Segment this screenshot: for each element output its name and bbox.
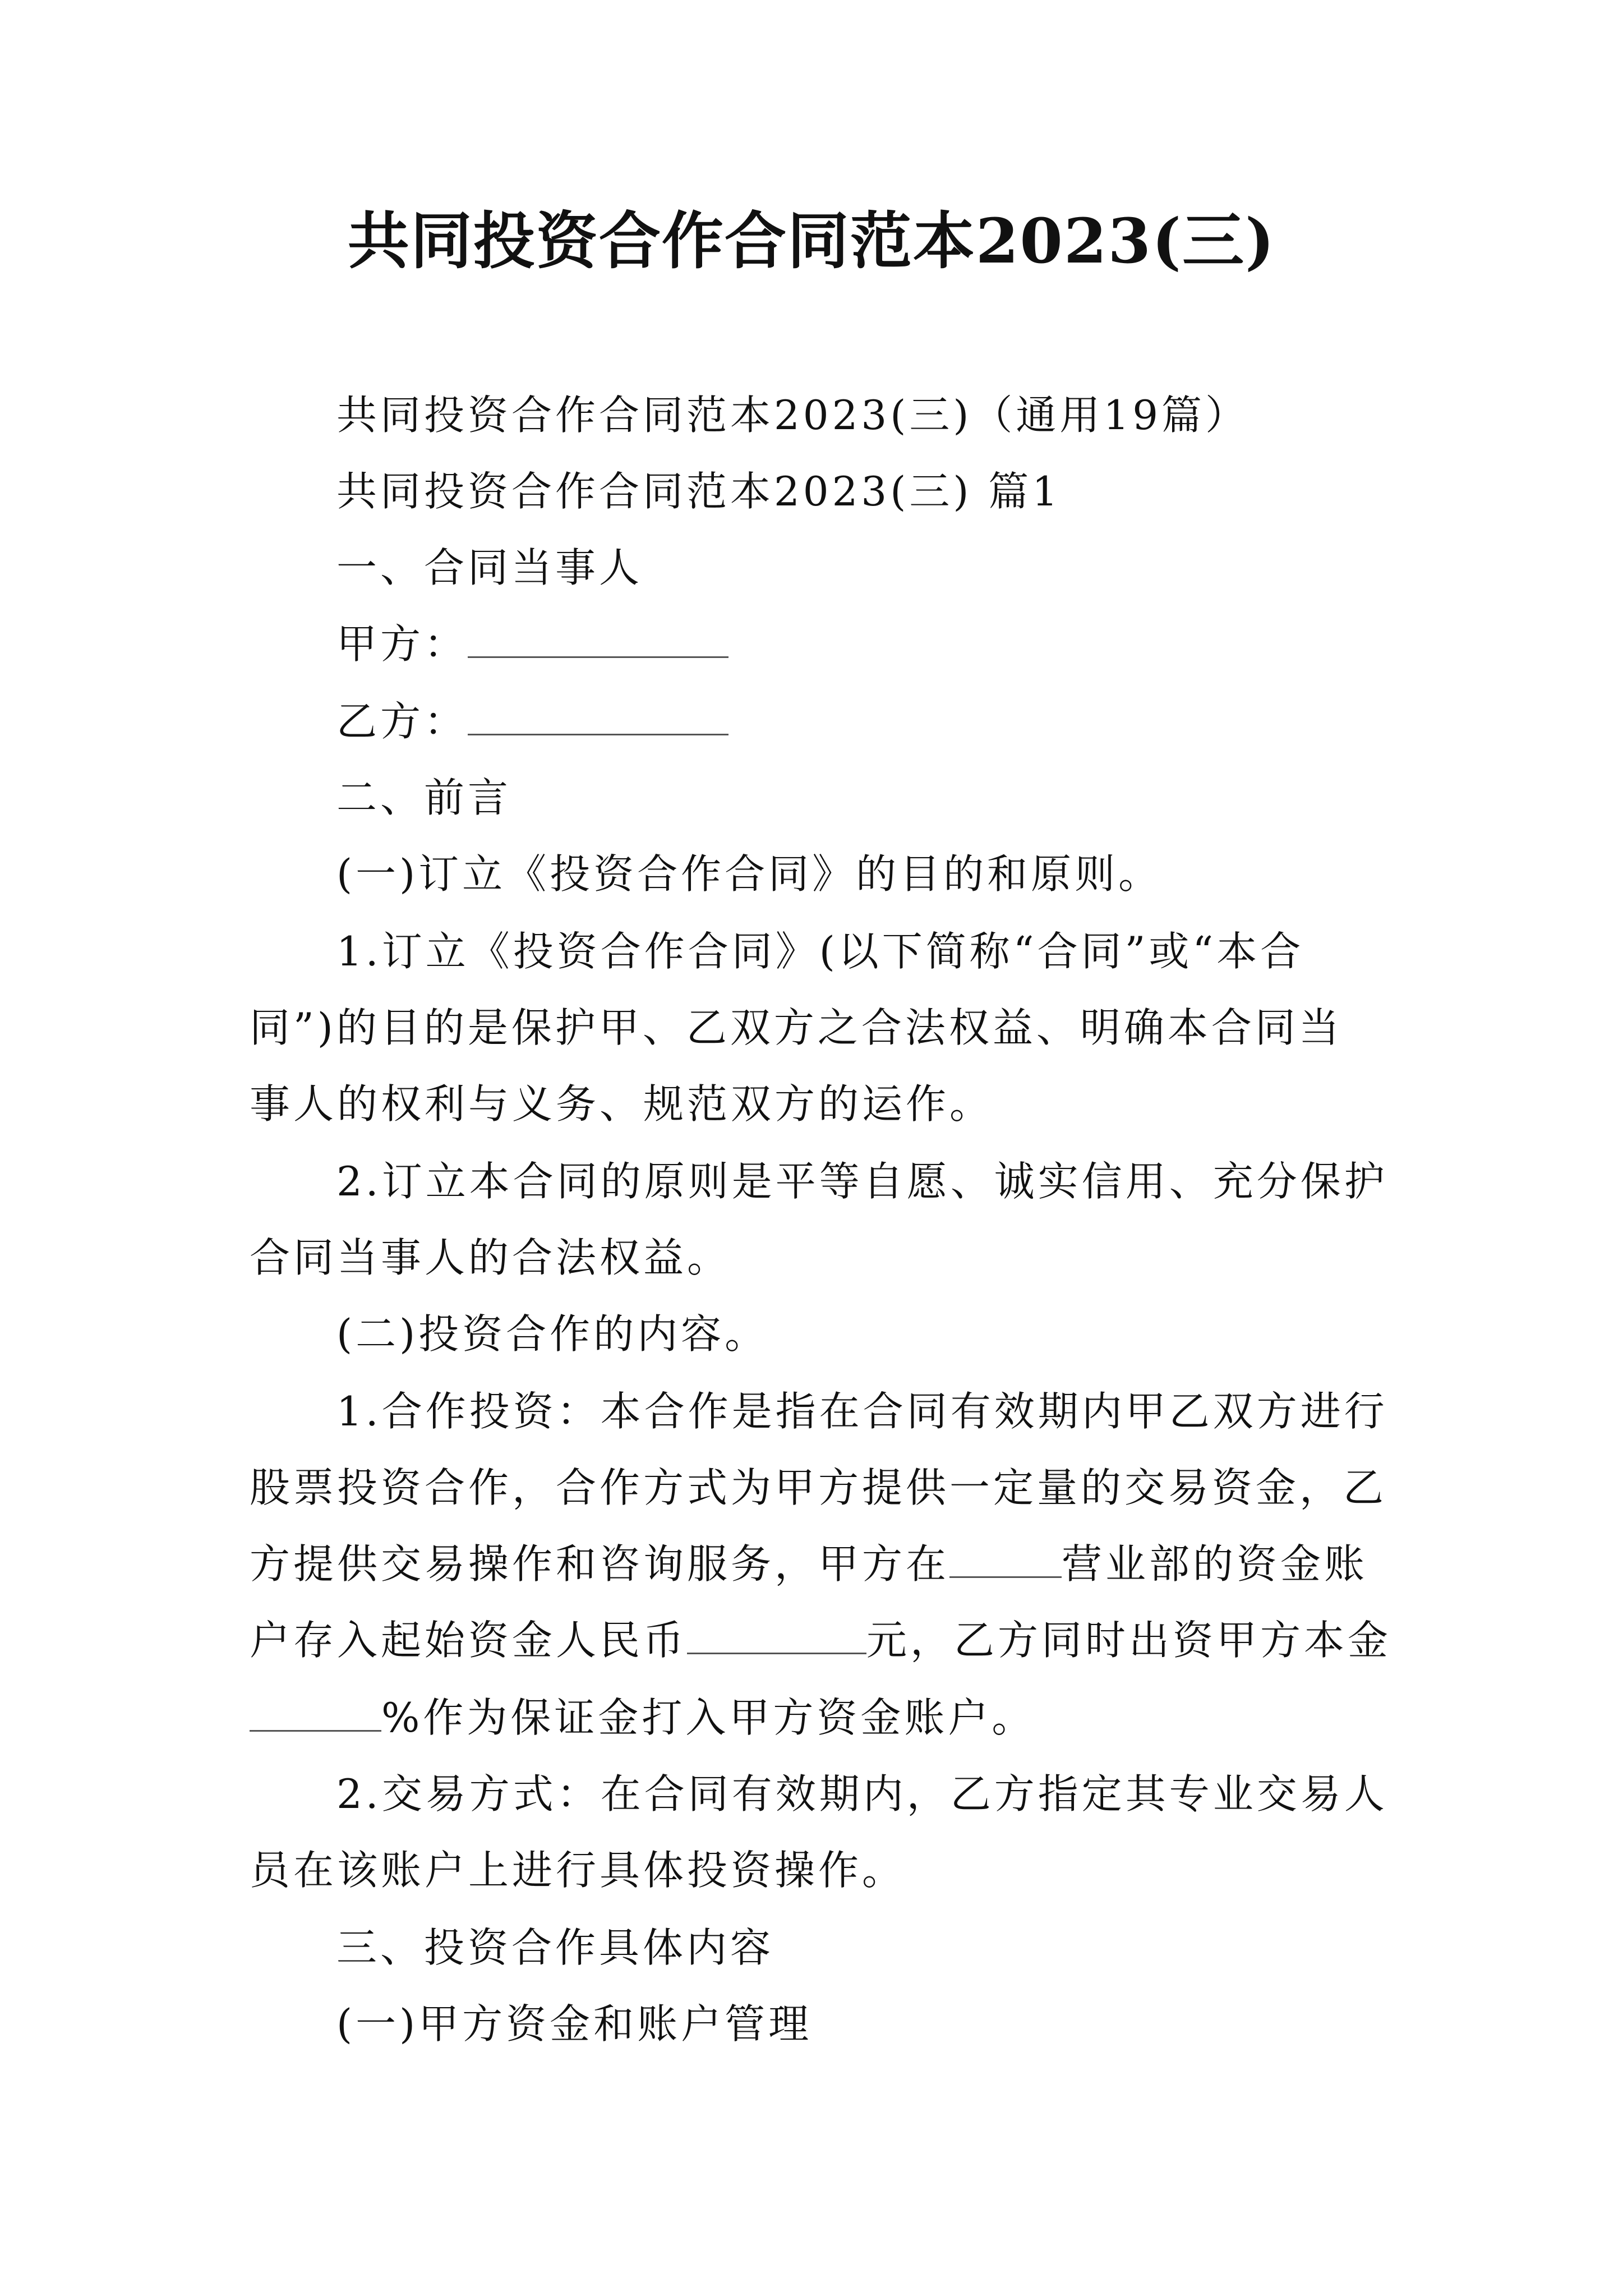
document-title: 共同投资合作合同范本2023(三)	[347, 205, 1276, 277]
section-heading-preface: 二、前言	[336, 774, 512, 821]
amount-blank	[687, 1619, 866, 1654]
paragraph-line	[250, 1690, 1035, 1746]
subtitle-part-1: 共同投资合作合同范本2023(三) 篇1	[336, 468, 1062, 515]
subsection-account: (一)甲方资金和账户管理	[336, 2000, 813, 2047]
section-heading-details: 三、投资合作具体内容	[336, 1924, 774, 1971]
paragraph-line: 2.订立本合同的原则是平等自愿、诚实信用、充分保护	[336, 1158, 1388, 1205]
paragraph-line: 同”)的目的是保护甲、乙双方之合法权益、明确本合同当	[250, 1004, 1343, 1051]
section-heading-parties: 一、合同当事人	[336, 544, 643, 591]
party-a-blank	[468, 623, 728, 658]
party-b-blank	[468, 700, 728, 735]
text-segment: %作为保证金打入甲方资金账户。	[381, 1694, 1036, 1741]
party-a-line	[336, 616, 728, 672]
paragraph-line	[250, 1612, 1391, 1668]
subsection-purpose: (一)订立《投资合作合同》的目的和原则。	[336, 850, 1163, 898]
paragraph-line: 股票投资合作，合作方式为甲方提供一定量的交易资金，乙	[250, 1464, 1387, 1511]
subtitle-collection: 共同投资合作合同范本2023(三)（通用19篇）	[336, 392, 1249, 439]
text-segment: 营业部的资金账	[1062, 1540, 1368, 1588]
paragraph-line: 1.合作投资：本合作是指在合同有效期内甲乙双方进行	[336, 1388, 1388, 1435]
party-b-label: 乙方：	[336, 698, 468, 745]
subsection-content: (二)投资合作的内容。	[336, 1310, 769, 1358]
party-b-line	[336, 693, 728, 749]
paragraph-line: 2.交易方式：在合同有效期内，乙方指定其专业交易人	[336, 1770, 1388, 1818]
paragraph-line: 事人的权利与义务、规范双方的运作。	[250, 1080, 994, 1128]
paragraph-line: 员在该账户上进行具体投资操作。	[250, 1847, 906, 1894]
text-segment: 户存入起始资金人民币	[250, 1617, 688, 1664]
paragraph-line: 合同当事人的合法权益。	[250, 1234, 731, 1281]
text-segment: 方提供交易操作和咨询服务，甲方在	[250, 1540, 950, 1588]
branch-blank	[949, 1543, 1062, 1578]
text-segment: 元，乙方同时出资甲方本金	[866, 1617, 1392, 1664]
paragraph-line: 1.订立《投资合作合同》(以下简称“合同”或“本合	[336, 928, 1304, 975]
paragraph-line	[250, 1536, 1368, 1592]
party-a-label: 甲方：	[336, 620, 468, 668]
percent-blank	[250, 1696, 381, 1732]
